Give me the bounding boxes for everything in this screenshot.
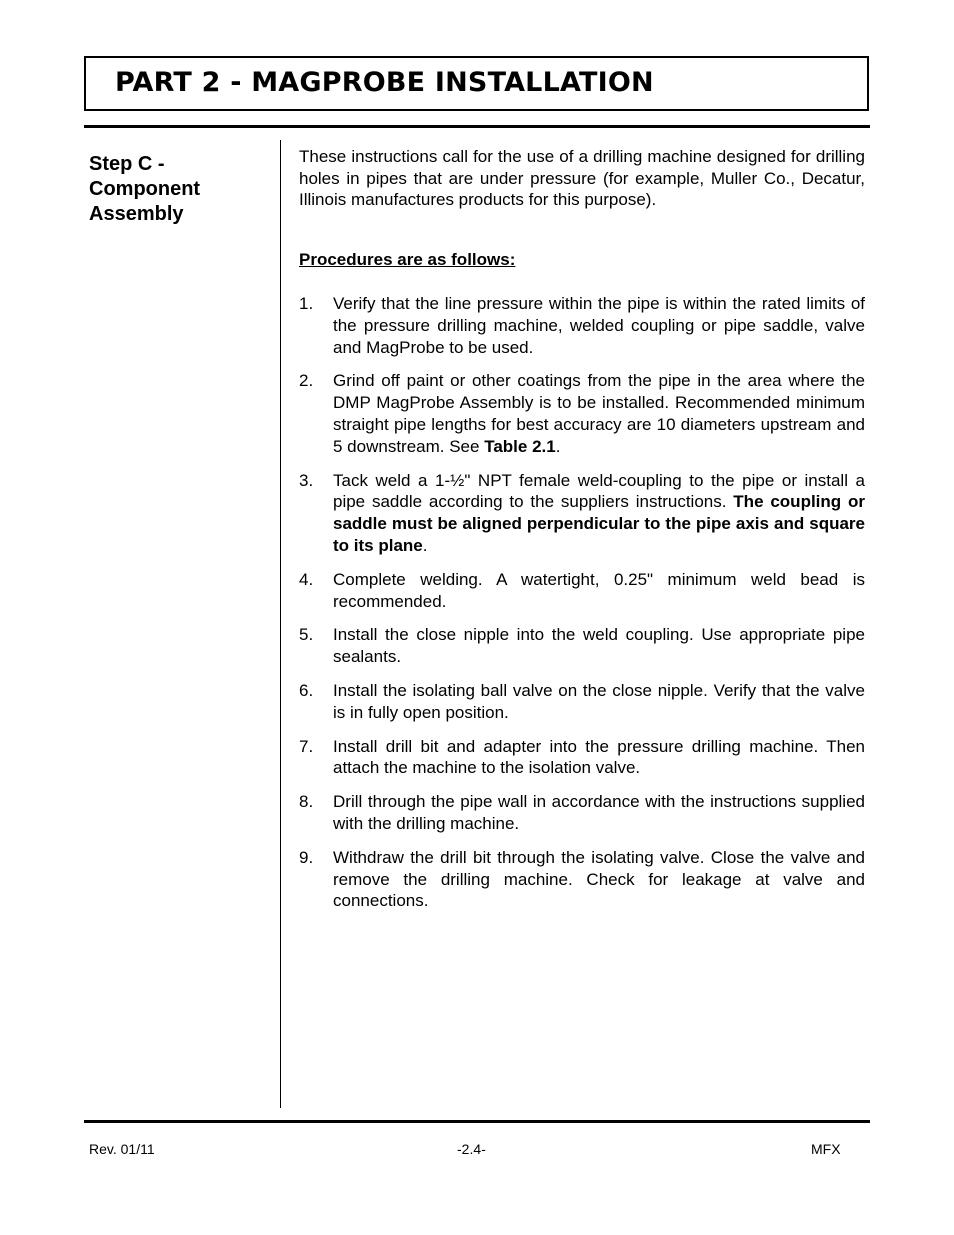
step-text: Withdraw the drill bit through the isolating valve. Close the valve and remove the drilling machine. Check for leakage at valve and connections. [333, 847, 865, 911]
procedure-list [299, 293, 865, 924]
step-number: 1. [299, 294, 314, 313]
step-text: Drill through the pipe wall in accordance with the instructions supplied with the drilling machine. [333, 792, 865, 833]
procedure-step [299, 370, 865, 457]
intro-paragraph: These instructions call for the use of a drilling machine designed for drilling holes in pipes that are under pressure (for example, Muller Co., Decatur, Illinois manufactures products for this purpose). [299, 147, 865, 209]
footer-revision: Rev. 01/11 [89, 1141, 155, 1157]
footer-page-number: -2.4- [457, 1141, 486, 1157]
section-heading-line: Step C - [89, 153, 165, 175]
step-number: 2. [299, 371, 314, 391]
procedure-step [299, 293, 865, 358]
step-number: 4. [299, 569, 314, 589]
step-text: Grind off paint or other coatings from the pipe in the area where the DMP MagProbe Assembly is to be installed. Recommended minimum straight pipe lengths for best accuracy are 10 diameters upstream and 5 downstream. See [333, 371, 865, 456]
procedures-heading: Procedures are as follows: [299, 250, 516, 269]
procedure-step [299, 736, 865, 780]
step-number: 6. [299, 680, 314, 700]
step-bold-text: The coupling or saddle must be aligned perpendicular to the pipe axis and square to its plane [333, 492, 865, 555]
step-text: Install the close nipple into the weld coupling. Use appropriate pipe sealants. [333, 625, 865, 667]
procedure-step [299, 470, 865, 557]
step-number: 5. [299, 625, 314, 645]
column-divider [280, 140, 281, 1108]
page-title: PART 2 - MAGPROBE INSTALLATION [115, 67, 654, 98]
procedure-step [299, 847, 865, 912]
step-text: Install the isolating ball valve on the close nipple. Verify that the valve is in fully open position. [333, 680, 865, 722]
header-divider [84, 125, 870, 128]
step-number: 8. [299, 792, 314, 812]
section-heading-line: Component [89, 178, 201, 200]
procedure-step [299, 680, 865, 724]
step-text-end: . [422, 535, 428, 555]
step-text: Complete welding. A watertight, 0.25" minimum weld bead is recommended. [333, 569, 865, 611]
procedure-step [299, 569, 865, 613]
step-bold-text: Table 2.1 [484, 436, 556, 456]
step-text: Tack weld a 1-½" NPT female weld-coupling to the pipe or install a pipe saddle according to the suppliers instructions. [333, 470, 865, 512]
section-heading-line: Assembly [89, 203, 184, 225]
step-number: 3. [299, 470, 314, 490]
section-heading [89, 152, 200, 227]
procedure-step [299, 624, 865, 668]
step-number: 7. [299, 736, 314, 756]
footer-divider [84, 1120, 870, 1123]
footer-model: MFX [811, 1141, 841, 1157]
step-number: 9. [299, 847, 314, 867]
step-text: Install drill bit and adapter into the pressure drilling machine. Then attach the machine to the isolation valve. [333, 736, 865, 778]
step-text-end: . [555, 436, 561, 456]
procedure-step [299, 791, 865, 835]
step-text: Verify that the line pressure within the pipe is within the rated limits of the pressure drilling machine, welded coupling or pipe saddle, valve and MagProbe to be used. [333, 294, 865, 357]
